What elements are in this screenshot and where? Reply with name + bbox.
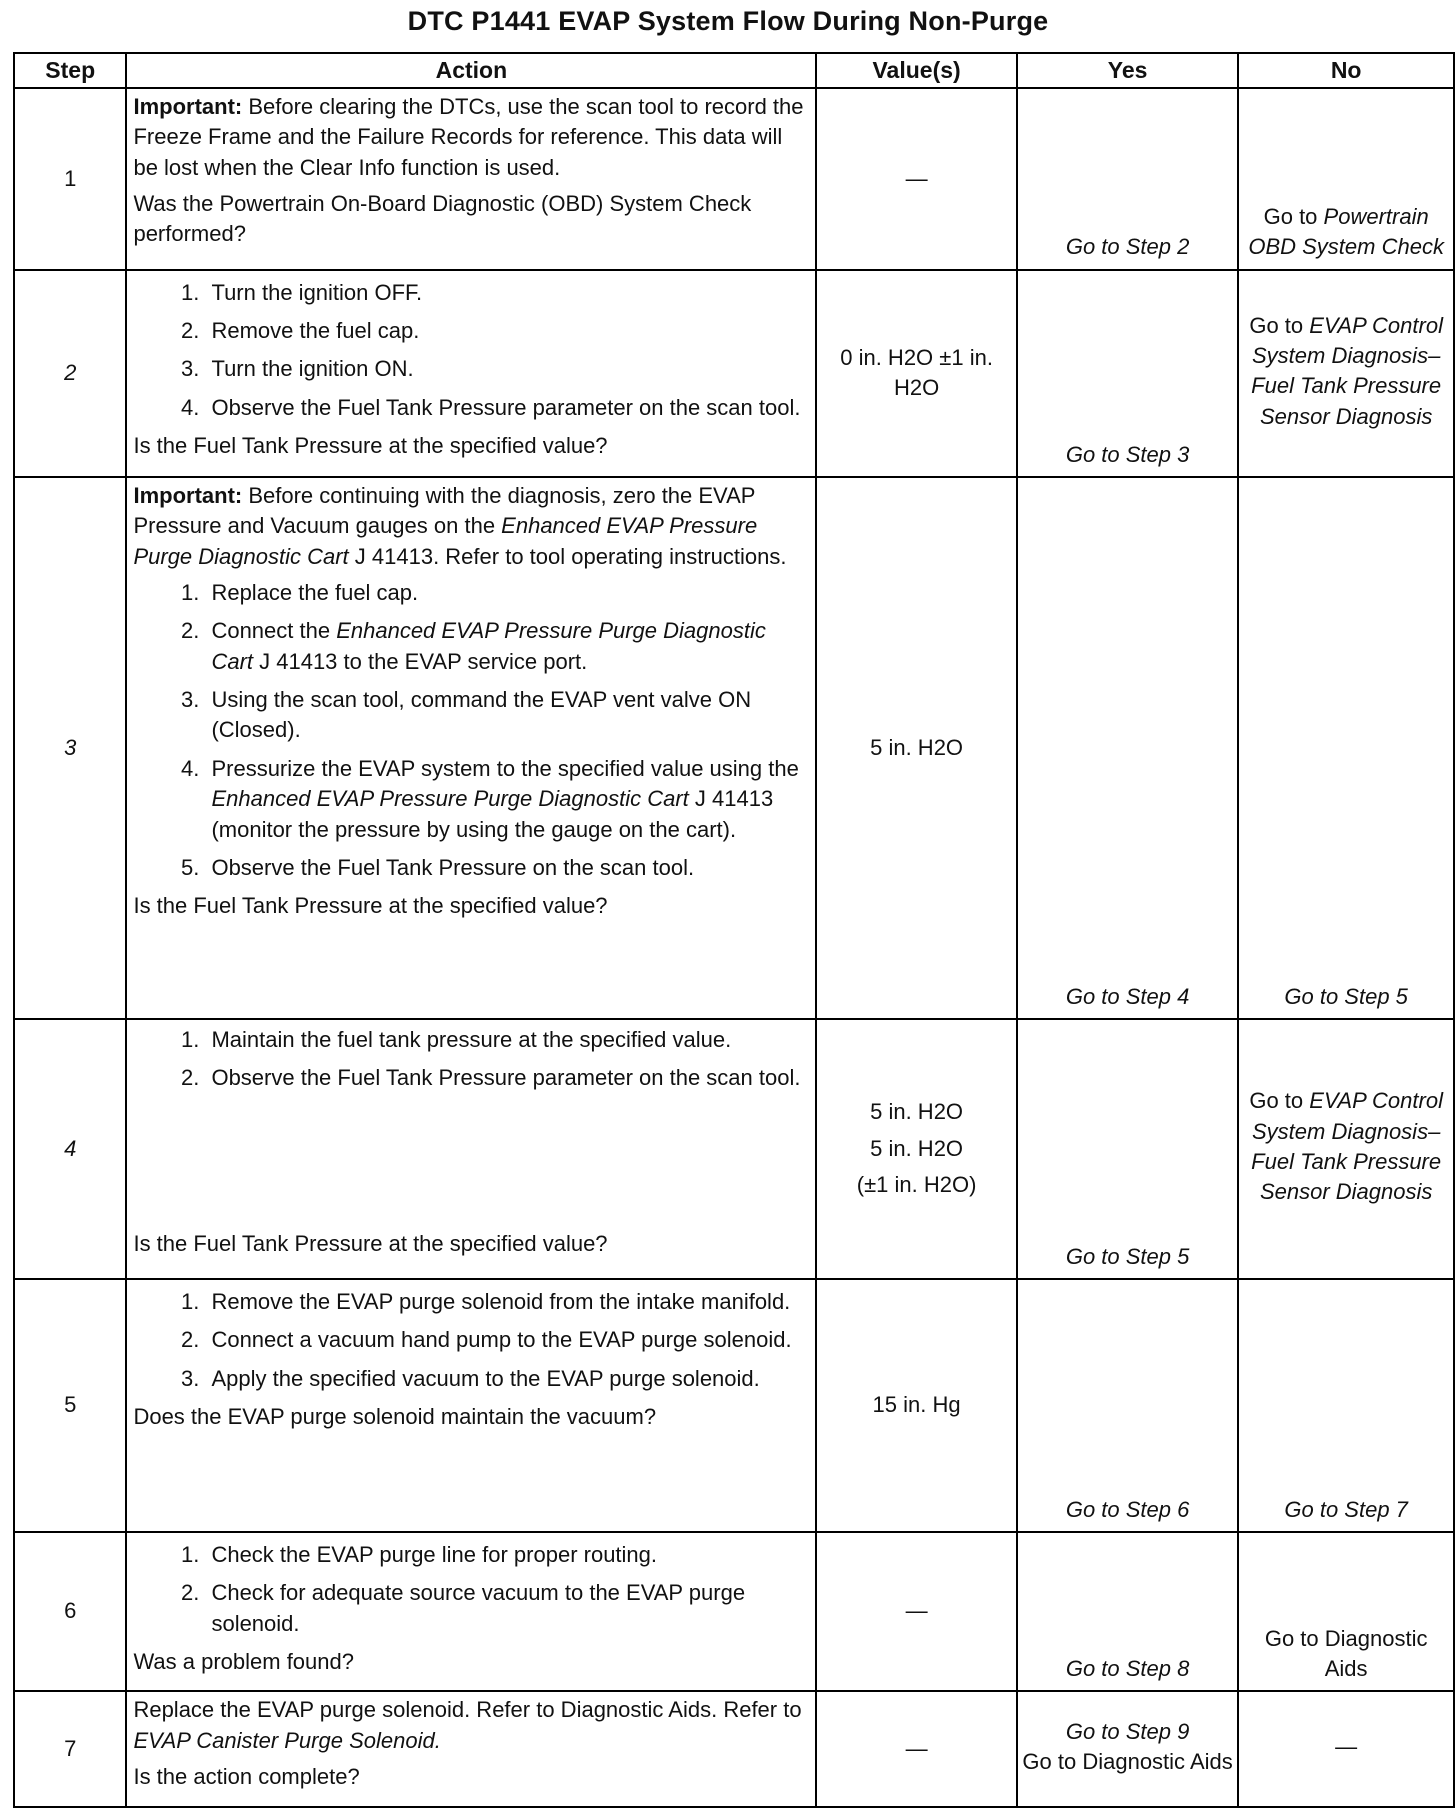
value-cell: 5 in. H2O [816,477,1017,1019]
important-note [133,481,811,572]
list-item: 1. Replace the fuel cap. [205,578,811,608]
item-text: J 41413 to the EVAP service port. [253,648,588,674]
action-text-part: Replace the EVAP purge solenoid. Refer to Diagnostic Aids. Refer to [133,1697,802,1723]
important-note [133,92,811,183]
action-question: Was the Powertrain On-Board Diagnostic (OBD) System Check performed? [133,191,752,247]
tool-name: Enhanced EVAP Pressure Purge Diagnostic Cart [133,513,758,569]
action-question: Is the Fuel Tank Pressure at the specified value? [133,433,608,459]
list-item: 3. Turn the ignition ON. [205,354,811,384]
list-item: 2. Connect a vacuum hand pump to the EVAP purge solenoid. [205,1325,811,1355]
list-item [205,754,811,845]
no-reference: EVAP Control System Diagnosis– Fuel Tank Pressure Sensor Diagnosis [1251,1088,1443,1205]
list-item: 5. Observe the Fuel Tank Pressure on the scan tool. [205,853,811,883]
step-number: 6 [14,1532,126,1691]
list-item: 3. Using the scan tool, command the EVAP vent valve ON (Closed). [205,685,811,746]
header-values: Value(s) [816,53,1017,88]
header-no: No [1238,53,1454,88]
action-text [133,1695,811,1756]
yes-step-link: Go to Step 9 [1065,1718,1190,1744]
list-item: 2. Check for adequate source vacuum to the EVAP purge solenoid. [205,1578,811,1639]
action-question: Is the Fuel Tank Pressure at the specified value? [133,893,608,919]
no-cell: Go to Step 5 [1238,477,1454,1019]
no-cell [1238,88,1454,270]
value-cell: 0 in. H2O ±1 in. H2O [816,270,1017,477]
yes-cell: Go to Step 3 [1017,270,1238,477]
action-steps [133,1287,811,1394]
step-number: 4 [14,1019,126,1279]
step-number: 1 [14,88,126,270]
action-steps [133,1540,811,1639]
header-yes: Yes [1017,53,1238,88]
important-label: Important: [133,94,243,119]
value-cell: — [816,1532,1017,1691]
no-cell [1238,270,1454,477]
step-number: 3 [14,477,126,1019]
value-cell [816,1019,1017,1279]
action-cell [126,1019,816,1279]
no-reference: Powertrain OBD System Check [1248,203,1444,260]
important-text: J 41413. Refer to tool operating instructions. [348,543,787,569]
table-row [14,1691,1454,1807]
item-text: Pressurize the EVAP system to the specified value using the [211,755,799,781]
action-question: Is the Fuel Tank Pressure at the specified value? [133,1230,608,1256]
list-item: 2. Observe the Fuel Tank Pressure parameter on the scan tool. [205,1063,811,1093]
no-prefix: Go to [1263,203,1324,229]
yes-cell: Go to Step 8 [1017,1532,1238,1691]
no-cell: — [1238,1691,1454,1807]
action-question: Was a problem found? [133,1648,354,1674]
table-row [14,477,1454,1019]
list-item: 2. Remove the fuel cap. [205,316,811,346]
value-cell: 15 in. Hg [816,1279,1017,1532]
yes-cell: Go to Step 6 [1017,1279,1238,1532]
list-item: 1. Check the EVAP purge line for proper routing. [205,1540,811,1570]
value-cell: — [816,88,1017,270]
yes-cell: Go to Step 4 [1017,477,1238,1019]
step-number: 5 [14,1279,126,1532]
list-item: 4. Observe the Fuel Tank Pressure parameter on the scan tool. [205,393,811,423]
header-row [14,53,1454,88]
list-item: 1. Maintain the fuel tank pressure at the specified value. [205,1025,811,1055]
no-reference: EVAP Control System Diagnosis– Fuel Tank Pressure Sensor Diagnosis [1251,312,1443,429]
no-prefix: Go to [1249,1088,1310,1114]
action-cell [126,1279,816,1532]
action-question: Is the action complete? [133,1764,360,1790]
step-number: 7 [14,1691,126,1807]
value-line: (±1 in. H2O) [856,1172,977,1198]
important-text: Before continuing with the diagnosis, zero the EVAP Pressure and Vacuum gauges on the [133,482,756,539]
header-step: Step [14,53,126,88]
value-line: 5 in. H2O [870,1099,964,1125]
diagnostic-table [13,52,1455,1808]
yes-cell: Go to Step 5 [1017,1019,1238,1279]
important-text: Before clearing the DTCs, use the scan tool to record the Freeze Frame and the Failure Records for reference. This data will be lost when the Clear Info function is used. [133,94,804,180]
action-cell [126,477,816,1019]
page-title: DTC P1441 EVAP System Flow During Non-Purge [407,6,1049,36]
no-cell: Go to Diagnostic Aids [1238,1532,1454,1691]
table-row [14,88,1454,270]
value-line: 5 in. H2O [870,1135,964,1161]
yes-cell [1017,1691,1238,1807]
action-steps [133,278,811,423]
table-row [14,1279,1454,1532]
action-question: Does the EVAP purge solenoid maintain the vacuum? [133,1404,657,1430]
no-cell [1238,1019,1454,1279]
no-prefix: Go to [1249,312,1310,338]
tool-name: Enhanced EVAP Pressure Purge Diagnostic Cart [211,786,689,812]
header-action: Action [126,53,816,88]
tool-name: Enhanced EVAP Pressure Purge Diagnostic Cart [211,618,766,674]
action-cell [126,270,816,477]
action-steps [133,1025,811,1102]
yes-cell: Go to Step 2 [1017,88,1238,270]
item-text: J 41413 (monitor the pressure by using the gauge on the cart). [211,786,774,842]
no-cell: Go to Step 7 [1238,1279,1454,1532]
list-item: 3. Apply the specified vacuum to the EVAP purge solenoid. [205,1364,811,1394]
action-cell [126,1532,816,1691]
important-label: Important: [133,482,243,508]
action-steps [133,578,811,883]
action-cell [126,1691,816,1807]
action-cell [126,88,816,270]
table-row [14,1019,1454,1279]
list-item [205,616,811,677]
step-number: 2 [14,270,126,477]
yes-diagnostic-aids: Go to Diagnostic Aids [1022,1749,1233,1775]
reference-name: EVAP Canister Purge Solenoid. [133,1727,441,1753]
table-row [14,1532,1454,1691]
value-cell: — [816,1691,1017,1807]
list-item: 1. Remove the EVAP purge solenoid from the intake manifold. [205,1287,811,1317]
table-row [14,270,1454,477]
item-text: Connect the [211,618,337,644]
list-item: 1. Turn the ignition OFF. [205,278,811,308]
